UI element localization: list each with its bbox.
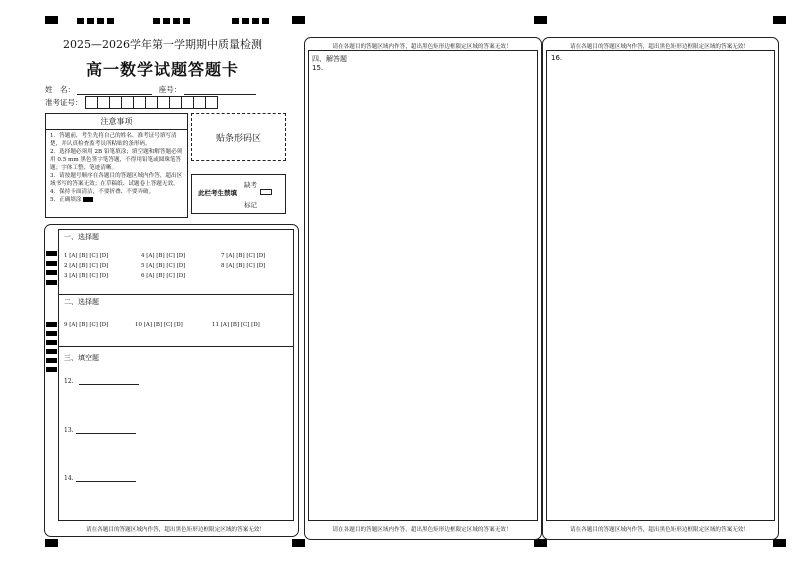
side-mark bbox=[46, 367, 57, 372]
fill-blank-14[interactable]: 14. bbox=[64, 475, 136, 482]
timing-mark bbox=[773, 539, 786, 547]
notice-item: 2．选择题必须用 2B 铅笔填涂；填空题和解答题必须用 0.5 mm 黑色签字笔答题，不得用铅笔或圆珠笔答题；字体工整、笔迹清晰。 bbox=[50, 149, 183, 171]
timing-dashes bbox=[232, 18, 269, 24]
section-title: 四、解答题 bbox=[312, 55, 347, 63]
timing-dashes bbox=[153, 18, 190, 24]
timing-mark bbox=[292, 539, 305, 547]
absent-box bbox=[191, 174, 286, 214]
fill-blank-12[interactable]: 12. bbox=[64, 378, 139, 385]
absent-label: 缺考 bbox=[244, 181, 257, 189]
notice-list bbox=[46, 130, 187, 206]
boundary-notice: 请在各题目的答题区域内作答，超出黑色矩形边框限定区域的答案无效！ bbox=[569, 527, 749, 533]
boundary-notice: 请在各题目的答题区域内作答，超出黑色矩形边框限定区域的答案无效！ bbox=[332, 527, 512, 533]
timing-mark bbox=[773, 16, 786, 24]
exam-no-row bbox=[45, 96, 217, 109]
choice-row[interactable]: 5 [A] [B] [C] [D] bbox=[141, 263, 186, 269]
section-title: 三、填空题 bbox=[64, 354, 99, 362]
timing-mark bbox=[45, 16, 58, 24]
timing-mark bbox=[534, 539, 547, 547]
barcode-area bbox=[191, 113, 286, 161]
right-answer-area[interactable] bbox=[546, 50, 775, 521]
choice-row[interactable]: 10 [A] [B] [C] [D] bbox=[135, 322, 183, 328]
absent-prohibit: 此栏考生禁填 bbox=[198, 189, 237, 197]
absent-checkbox[interactable] bbox=[260, 189, 272, 195]
boundary-notice: 请在各题目的答题区域内作答，超出黑色矩形边框限定区域的答案无效！ bbox=[85, 527, 265, 533]
seat-field[interactable] bbox=[184, 86, 256, 95]
page-title: 高一数学试题答题卡 bbox=[85, 60, 239, 79]
choice-row[interactable]: 6 [A] [B] [C] [D] bbox=[141, 273, 186, 279]
seat-label: 座号： bbox=[158, 85, 182, 94]
choice-row[interactable]: 7 [A] [B] [C] [D] bbox=[221, 253, 266, 259]
boundary-notice: 请在各题目的答题区域内作答，超出黑色矩形边框限定区域的答案无效！ bbox=[569, 44, 749, 50]
barcode-label: 贴条形码区 bbox=[215, 133, 261, 144]
absent-label: 标记 bbox=[244, 201, 257, 209]
section-title: 二、选择题 bbox=[64, 298, 99, 306]
middle-answer-area[interactable] bbox=[308, 50, 538, 521]
question-15: 15. bbox=[312, 64, 324, 72]
side-mark bbox=[46, 322, 57, 327]
side-mark bbox=[46, 340, 57, 345]
section-title: 一、选择题 bbox=[64, 233, 99, 241]
notice-item: 4．保持卡面清洁，不要折叠、不要弄破。 bbox=[50, 189, 155, 195]
timing-dashes bbox=[77, 18, 114, 24]
choice-row[interactable]: 2 [A] [B] [C] [D] bbox=[64, 263, 109, 269]
question-16: 16. bbox=[551, 54, 563, 62]
notice-item: 1．答题前，考生先将自己的姓名、准考证号填写清楚，并认真检查监考员所粘贴的条形码。 bbox=[50, 133, 177, 147]
side-mark bbox=[46, 331, 57, 336]
choice-row[interactable]: 4 [A] [B] [C] [D] bbox=[141, 253, 186, 259]
choice-row[interactable]: 9 [A] [B] [C] [D] bbox=[64, 322, 109, 328]
side-mark bbox=[46, 261, 57, 266]
choice-row[interactable]: 8 [A] [B] [C] [D] bbox=[221, 263, 266, 269]
section-divider bbox=[58, 294, 293, 295]
name-row bbox=[45, 84, 256, 95]
section-divider bbox=[58, 346, 293, 347]
side-mark bbox=[46, 349, 57, 354]
exam-term: 2025—2026学年第一学期期中质量检测 bbox=[63, 38, 262, 51]
timing-mark bbox=[534, 16, 547, 24]
exam-no-cells[interactable] bbox=[85, 96, 217, 109]
side-mark bbox=[46, 251, 57, 256]
notice-box bbox=[45, 113, 188, 218]
name-label: 姓 名： bbox=[45, 85, 75, 94]
choice-row[interactable]: 11 [A] [B] [C] [D] bbox=[212, 322, 260, 328]
notice-item: 3．请按题号顺序在各题目的答题区域内作答，超出区域书写的答案无效；在草稿纸、试题卷上答题无效。 bbox=[50, 173, 183, 187]
exam-no-label: 准考证号： bbox=[45, 98, 83, 107]
notice-heading: 注意事项 bbox=[46, 114, 187, 130]
fill-blank-13[interactable]: 13. bbox=[64, 427, 136, 434]
name-field[interactable] bbox=[77, 86, 152, 95]
timing-mark bbox=[45, 539, 58, 547]
boundary-notice: 请在各题目的答题区域内作答，超出黑色矩形边框限定区域的答案无效！ bbox=[332, 44, 512, 50]
choice-row[interactable]: 3 [A] [B] [C] [D] bbox=[64, 273, 109, 279]
side-mark bbox=[46, 270, 57, 275]
side-mark bbox=[46, 358, 57, 363]
side-mark bbox=[46, 280, 57, 285]
filled-sample bbox=[83, 197, 93, 202]
timing-mark bbox=[292, 16, 305, 24]
notice-item: 5．正确填涂 bbox=[50, 196, 183, 204]
choice-row[interactable]: 1 [A] [B] [C] [D] bbox=[64, 253, 109, 259]
